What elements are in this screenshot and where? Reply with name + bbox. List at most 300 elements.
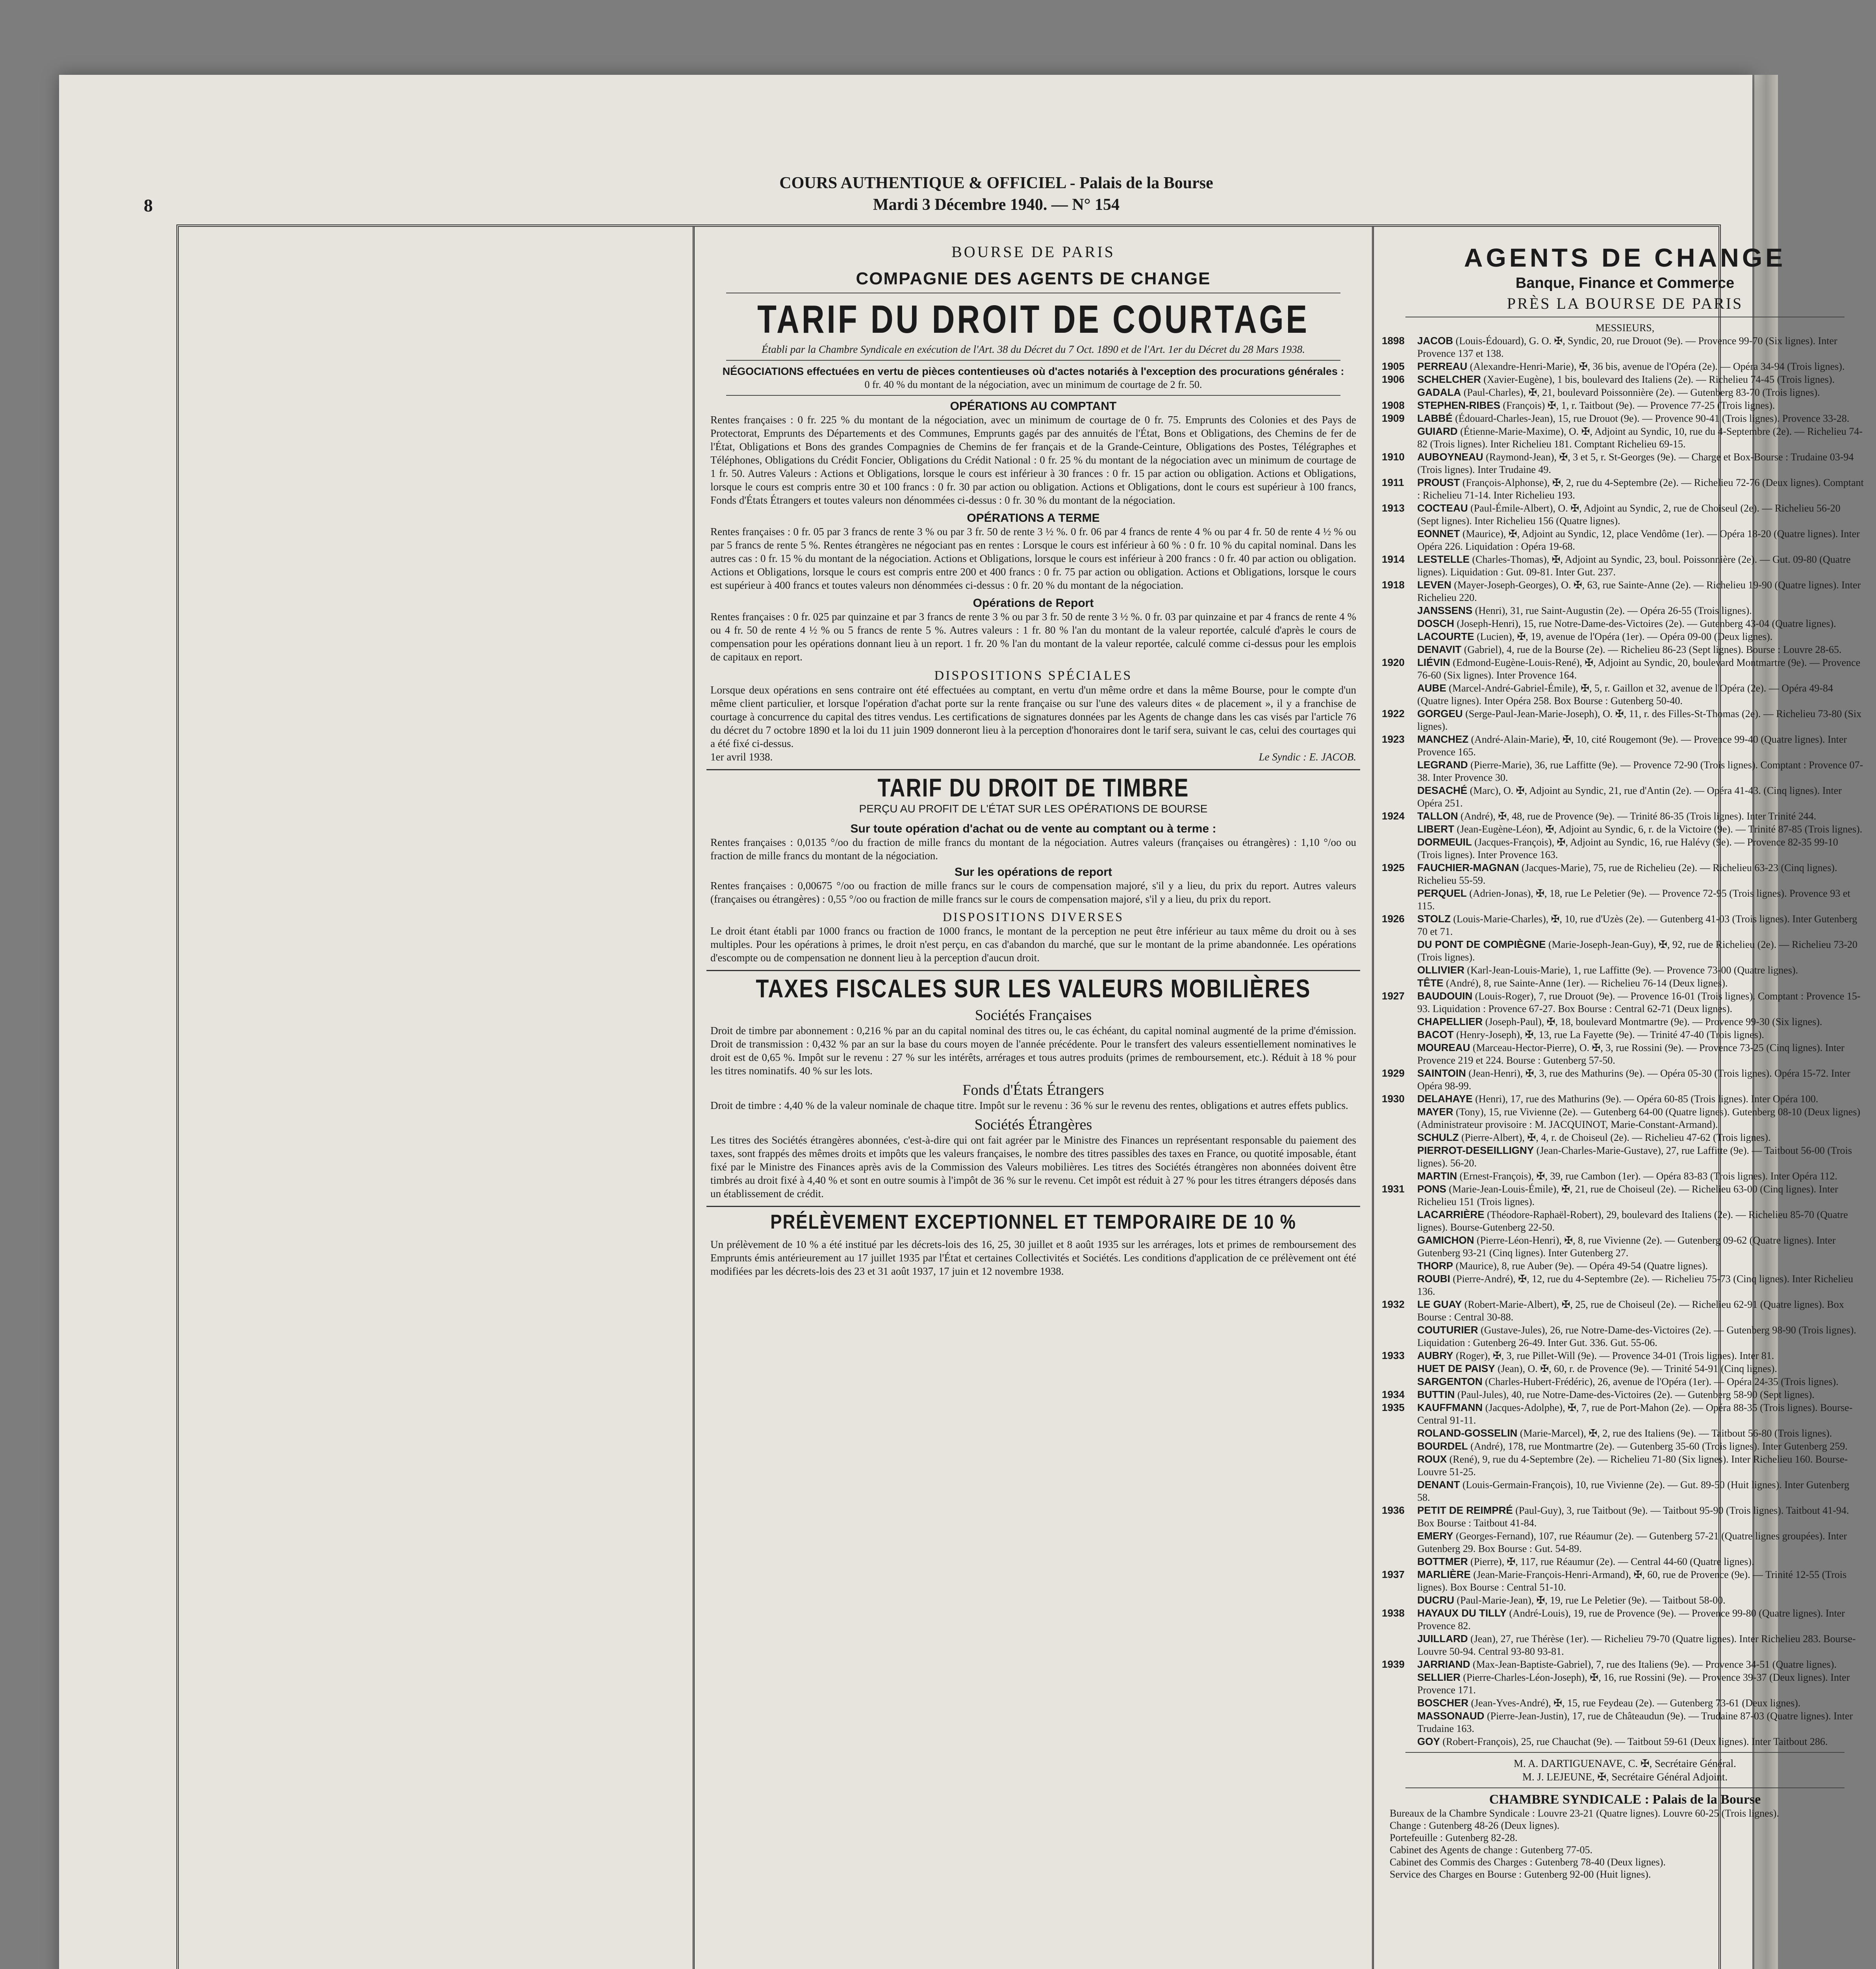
agent-details: (Alexandre-Henri-Marie), ✠, 36 bis, avenue de l'Opéra (2e). — Opéra 34-94 (Trois lignes). xyxy=(1470,361,1845,372)
agent-name: BOSCHER xyxy=(1417,1697,1469,1709)
fonds-text: Droit de timbre : 4,40 % de la valeur nominale de chaque titre. Impôt sur le revenu : 36 % sur le revenu des rentes, obligations et autres effets publics. xyxy=(710,1099,1348,1111)
agent-entry xyxy=(1382,1234,1864,1259)
tarif-courtage-subtitle: Établi par la Chambre Syndicale en exécution de l'Art. 38 du Décret du 7 Oct. 1890 et de l'Art. 1er du Décret du 28 Mars 1938. xyxy=(761,343,1305,355)
agent-name: HAYAUX DU TILLY xyxy=(1417,1607,1507,1619)
agent-year: 1926 xyxy=(1382,913,1405,925)
agent-name: TALLON xyxy=(1417,810,1458,822)
prelevement-title: PRÉLÈVEMENT EXCEPTIONNEL ET TEMPORAIRE DE 10 % xyxy=(770,1211,1296,1233)
prelevement-text: Un prélèvement de 10 % a été institué par les décrets-lois des 16, 25, 30 juillet et 8 août 1935 sur les arrérages, lots et primes de remboursement des Emprunts émis antérieurement au 17 juillet 1935 par l'État et certaines Collectivités et Sociétés. Les conditions d'application de ce prélèvement ont été modifiées par les décrets-lois des 23 et 31 août 1937, 17 juin et 12 novembre 1938. xyxy=(710,1239,1356,1277)
fonds-heading: Fonds d'États Étrangers xyxy=(962,1082,1104,1098)
agent-entry xyxy=(1382,360,1864,373)
agent-name: BACOT xyxy=(1417,1029,1454,1040)
agent-details: (Paul-Jules), 40, rue Notre-Dame-des-Victoires (2e). — Gutenberg 58-90 (Sept lignes). xyxy=(1457,1389,1815,1400)
agent-entry xyxy=(1382,836,1864,861)
agent-entry xyxy=(1382,1555,1864,1568)
agent-details: (Louis-Germain-François), 10, rue Vivienne (2e). — Gut. 89-50 (Huit lignes). Inter Gutenberg 58. xyxy=(1417,1479,1850,1503)
chambre-line: Service des Charges en Bourse : Gutenberg 92-00 (Huit lignes). xyxy=(1390,1869,1651,1880)
agent-list xyxy=(1374,334,1876,1748)
agent-details: (Joseph-Paul), ✠, 18, boulevard Montmartre (9e). — Provence 99-30 (Six lignes). xyxy=(1485,1016,1822,1027)
agent-entry xyxy=(1382,1092,1864,1105)
agent-name: ROUX xyxy=(1417,1453,1447,1465)
agent-name: PETIT DE REIMPRÉ xyxy=(1417,1504,1513,1516)
chambre-list xyxy=(1374,1807,1876,1880)
agent-entry xyxy=(1382,758,1864,784)
agent-details: (Maurice), ✠, Adjoint au Syndic, 12, place Vendôme (1er). — Opéra 18-20 (Quatre lignes). Inter Opéra 226. Liquidation : Opéra 19-68. xyxy=(1417,528,1860,552)
chambre-line: Bureaux de la Chambre Syndicale : Louvre 23-21 (Quatre lignes). Louvre 60-25 (Trois lignes). xyxy=(1390,1808,1779,1819)
agent-name: DENANT xyxy=(1417,1479,1460,1491)
agent-entry xyxy=(1382,604,1864,617)
agent-name: SAINTOIN xyxy=(1417,1067,1466,1079)
agent-year: 1933 xyxy=(1382,1350,1405,1361)
agent-details: (Adrien-Jonas), ✠, 18, rue Le Peletier (9e). — Provence 72-95 (Trois lignes). Provence 93 et 115. xyxy=(1417,888,1850,912)
agent-name: COUTURIER xyxy=(1417,1324,1478,1336)
agent-name: KAUFFMANN xyxy=(1417,1402,1483,1413)
agent-year: 1931 xyxy=(1382,1183,1405,1195)
agent-details: (François) ✠, 1, r. Taitbout (9e). — Provence 77-25 (Trois lignes). xyxy=(1503,400,1775,411)
agent-details: (André), ✠, 48, rue de Provence (9e). — Trinité 86-35 (Trois lignes). Inter Trinité 244. xyxy=(1461,810,1817,822)
agent-entry xyxy=(1382,1671,1864,1696)
agent-details: (Maurice), 8, rue Auber (9e). — Opéra 49-54 (Quatre lignes). xyxy=(1455,1260,1708,1272)
agent-name: MOUREAU xyxy=(1417,1042,1470,1053)
chambre-title: CHAMBRE SYNDICALE : Palais de la Bourse xyxy=(1489,1792,1761,1807)
agent-details: (Jean-Charles-Marie-Gustave), 27, rue Laffitte (9e). — Taitbout 56-00 (Trois lignes). 56-20. xyxy=(1417,1145,1852,1169)
agent-entry xyxy=(1382,1015,1864,1028)
dispositions-text: Lorsque deux opérations en sens contraire ont été effectuées au comptant, en vertu d'un même ordre et dans la même Bourse, pour le compte d'un même client particulier, et lorsque l'opération d'achat porte sur la rente française ou sur l'une des valeurs dites « de placement », il y a franchise de courtage à concurrence du capital des titres vendus. Les certifications de signatures données par les Agents de change dans les cas visés par l'article 76 du décret du 7 octobre 1890 et la loi du 11 juin 1909 donneront lieu à la perception d'honoraires dont le tarif sera, suivant le cas, celui des courtages qui a été fixé ci-dessus. xyxy=(710,684,1356,749)
agent-entry xyxy=(1382,1028,1864,1041)
agent-year: 1898 xyxy=(1382,335,1405,347)
terme-text: Rentes françaises : 0 fr. 05 par 3 francs de rente 3 % ou par 3 fr. 50 de rente 3 ½ %. 0 fr. 06 par 4 francs de rente 4 % ou par 4 fr. 50 de rente 4 ½ % ou par 5 francs de rente 5 %. Rentes étrangères ne négociant pas en rentes : Lorsque le cours est inférieur à 60 % : 0 fr. 10 % du capital nominal. Dans les autres cas : 0 fr. 15 % du montant de la négociation. Actions et Obligations, lorsque le cours est inférieur à 200 francs : 0 fr. 40 par action ou obligation. Actions et Obligations, lorsque le cours est compris entre 200 et 400 francs : 0 fr. 75 par action ou obligation. Actions et Obligations, lorsque le cours est supérieur à 400 francs et toutes valeurs non dénommées ci-dessus : 0 fr. 20 % du montant de la négociation. xyxy=(710,526,1356,591)
agent-details: (Paul-Charles), ✠, 21, boulevard Poissonnière (2e). — Gutenberg 83-70 (Trois lignes). xyxy=(1463,387,1820,398)
agent-details: (André), 178, rue Montmartre (2e). — Gutenberg 35-60 (Trois lignes). Inter Gutenberg 259. xyxy=(1470,1441,1848,1452)
agent-name: DORMEUIL xyxy=(1417,836,1472,848)
report-heading: Opérations de Report xyxy=(973,597,1094,610)
divider xyxy=(706,1206,1360,1207)
agent-year: 1927 xyxy=(1382,990,1405,1002)
negociations-text: 0 fr. 40 % du montant de la négociation, avec un minimum de courtage de 2 fr. 50. xyxy=(864,379,1202,390)
agent-entry xyxy=(1382,1427,1864,1440)
secretary-line: M. A. DARTIGUENAVE, C. ✠, Secrétaire Général. xyxy=(1514,1758,1736,1769)
agent-details: (Max-Jean-Baptiste-Gabriel), 7, rue des Italiens (9e). — Provence 34-51 (Quatre lignes). xyxy=(1472,1659,1837,1670)
agent-name: COCTEAU xyxy=(1417,502,1468,514)
agent-details: (Gabriel), 4, rue de la Bourse (2e). — Richelieu 86-23 (Sept lignes). Bourse : Louvre 28-65. xyxy=(1464,644,1842,655)
agent-entry xyxy=(1382,1208,1864,1234)
agent-entry xyxy=(1382,399,1864,412)
agent-entry xyxy=(1382,810,1864,823)
agent-name: MASSONAUD xyxy=(1417,1710,1485,1722)
agent-name: LEVEN xyxy=(1417,579,1451,591)
agent-entry xyxy=(1382,1183,1864,1208)
agent-details: (Jacques-Marie), 75, rue de Richelieu (2e). — Richelieu 63-23 (Cinq lignes). Richelieu 55-59. xyxy=(1417,862,1837,886)
agent-year: 1929 xyxy=(1382,1067,1405,1079)
agent-name: JACOB xyxy=(1417,335,1453,347)
agent-entry xyxy=(1382,630,1864,643)
agent-details: (Robert-François), 25, rue Chauchat (9e). — Taitbout 59-61 (Deux lignes). Inter Taitbout 286. xyxy=(1442,1736,1828,1747)
agent-name: PONS xyxy=(1417,1183,1446,1195)
agent-name: JARRIAND xyxy=(1417,1658,1470,1670)
agent-details: (Henri), 31, rue Saint-Augustin (2e). — Opéra 26-55 (Trois lignes). xyxy=(1475,605,1752,616)
agent-details: (Louis-Édouard), G. O. ✠, Syndic, 20, rue Drouot (9e). — Provence 99-70 (Six lignes). Inter Provence 137 et 138. xyxy=(1417,335,1837,359)
agent-details: (Xavier-Eugène), 1 bis, boulevard des Italiens (2e). — Richelieu 74-45 (Trois lignes). xyxy=(1483,374,1835,385)
agent-details: (Pierre-Jean-Justin), 17, rue de Châteaudun (9e). — Trudaine 87-03 (Quatre lignes). Inter Trudaine 163. xyxy=(1417,1710,1853,1734)
agent-entry xyxy=(1382,964,1864,977)
bourse-heading: BOURSE DE PARIS xyxy=(951,243,1115,261)
agent-details: (Gustave-Jules), 26, rue Notre-Dame-des-Victoires (2e). — Gutenberg 98-90 (Trois lignes). Liquidation : Gutenberg 26-49. Inter Gut. 336. Gut. 55-06. xyxy=(1417,1324,1856,1348)
agent-details: (Georges-Fernand), 107, rue Réaumur (2e). — Gutenberg 57-21 (Quatre lignes groupées). Inter Gutenberg 29. Box Bourse : Gut. 54-89. xyxy=(1417,1530,1847,1554)
agent-details: (Paul-Marie-Jean), ✠, 19, rue Le Peletier (9e). — Taitbout 58-00. xyxy=(1457,1594,1726,1606)
dispositions-signature: Le Syndic : E. JACOB. xyxy=(1259,751,1356,763)
agent-entry xyxy=(1382,373,1864,386)
agent-entry xyxy=(1382,1594,1864,1607)
agent-year: 1937 xyxy=(1382,1569,1405,1580)
taxes-title: TAXES FISCALES SUR LES VALEURS MOBILIÈRES xyxy=(756,975,1311,1003)
agent-entry xyxy=(1382,1530,1864,1555)
agent-entry xyxy=(1382,386,1864,399)
etrangeres-text: Les titres des Sociétés étrangères abonnées, c'est-à-dire qui ont fait agréer par le Ministre des Finances un représentant responsable du paiement des taxes, sont frappés des mêmes droits et impôts que les valeurs françaises, le nombre des titres passibles des taxes en France, ou quotité imposable, étant fixé par le Ministre des Finances après avis de la Commission des Valeurs mobilières. Les titres des Sociétés étrangères non abonnées doivent être timbrés au droit fixé à 4,40 % et sont en outre soumis à l'impôt de 36 % sur le revenu. Cet impôt est réduit à 27 % pour les titres étrangers déposés dans un établissement de crédit. xyxy=(710,1134,1356,1200)
agent-details: (Pierre-Marie), 36, rue Laffitte (9e). — Provence 72-90 (Trois lignes). Comptant : Provence 07-38. Inter Provence 30. xyxy=(1417,759,1863,783)
timbre-heading: Sur toute opération d'achat ou de vente au comptant ou à terme : xyxy=(850,822,1216,835)
agent-details: (René), 9, rue du 4-Septembre (2e). — Richelieu 71-80 (Six lignes). Inter Richelieu 160. Bourse-Louvre 51-25. xyxy=(1417,1454,1848,1478)
agent-name: EMERY xyxy=(1417,1530,1453,1542)
agents-subtitle-2: PRÈS LA BOURSE DE PARIS xyxy=(1507,295,1743,312)
agent-name: TÊTE xyxy=(1417,977,1444,989)
agent-name: GAMICHON xyxy=(1417,1234,1474,1246)
agent-name: STOLZ xyxy=(1417,913,1451,925)
agent-details: (Ernest-François), ✠, 39, rue Cambon (1er). — Opéra 83-83 (Trois lignes). Inter Opéra 112. xyxy=(1459,1170,1837,1182)
dispositions-heading: DISPOSITIONS SPÉCIALES xyxy=(934,668,1133,683)
agent-name: BUTTIN xyxy=(1417,1389,1455,1400)
agent-entry xyxy=(1382,912,1864,938)
diverses-heading: DISPOSITIONS DIVERSES xyxy=(942,910,1124,924)
agent-name: MARTIN xyxy=(1417,1170,1457,1182)
agent-year: 1911 xyxy=(1382,476,1404,488)
chambre-line: Portefeuille : Gutenberg 82-28. xyxy=(1390,1832,1518,1843)
agent-entry xyxy=(1382,1632,1864,1658)
agent-details: (Jacques-Adolphe), ✠, 7, rue de Port-Mahon (2e). — Opéra 88-35 (Trois lignes). Bourse-Central 91-11. xyxy=(1417,1402,1853,1426)
divider xyxy=(1405,1787,1844,1788)
francaises-text: Droit de timbre par abonnement : 0,216 % par an du capital nominal des titres ou, le cas échéant, du capital nominal augmenté de la prime d'émission. Droit de transmission : 0,432 % par an sur la base du cours moyen de l'année précédente. Pour le transfert des valeurs essentiellement nominatives le droit est de 0,65 %. Impôt sur le revenu : 27 % sur les intérêts, arrérages et tous autres produits (primes de remboursement, etc.). Réduit à 18 % pour les titres nominatifs. 40 % sur les lots. xyxy=(710,1025,1356,1077)
agent-name: AUBOYNEAU xyxy=(1417,451,1483,463)
agent-details: (Pierre), ✠, 117, rue Réaumur (2e). — Central 44-60 (Quatre lignes). xyxy=(1470,1556,1754,1567)
agent-name: LACOURTE xyxy=(1417,630,1474,642)
agent-name: PERREAU xyxy=(1417,360,1468,372)
agent-entry xyxy=(1382,1568,1864,1594)
negociations-heading: NÉGOCIATIONS effectuées en vertu de pièces contentieuses où d'actes notariés à l'exception des procurations générales : xyxy=(722,365,1344,377)
tarif-courtage-title: TARIF DU DROIT DE COURTAGE xyxy=(757,297,1309,341)
agent-name: SARGENTON xyxy=(1417,1376,1483,1387)
agent-details: (Jean), O. ✠, 60, r. de Provence (9e). — Trinité 54-91 (Cinq lignes). xyxy=(1497,1363,1777,1374)
agent-entry xyxy=(1382,425,1864,451)
agent-entry xyxy=(1382,1170,1864,1183)
agent-name: PERQUEL xyxy=(1417,887,1467,899)
agent-name: ROLAND-GOSSELIN xyxy=(1417,1427,1518,1439)
agent-name: GADALA xyxy=(1417,386,1461,398)
agent-entry xyxy=(1382,1324,1864,1349)
agent-entry xyxy=(1382,887,1864,912)
agent-entry xyxy=(1382,1478,1864,1504)
masthead xyxy=(630,172,1363,216)
agent-details: (Raymond-Jean), ✠, 3 et 5, r. St-Georges (9e). — Charge et Box-Bourse : Trudaine 03-94 (Trois lignes). Inter Trudaine 49. xyxy=(1417,451,1854,475)
agent-entry xyxy=(1382,527,1864,553)
agent-name: LABBÉ xyxy=(1417,412,1453,424)
agent-details: (Pierre-André), ✠, 12, rue du 4-Septembre (2e). — Richelieu 75-73 (Cinq lignes). Inter Richelieu 136. xyxy=(1417,1273,1853,1297)
agent-entry xyxy=(1382,784,1864,810)
agent-entry xyxy=(1382,1144,1864,1170)
agent-entry xyxy=(1382,502,1864,527)
left-column xyxy=(179,227,695,1969)
agent-entry xyxy=(1382,1105,1864,1131)
agent-name: PROUST xyxy=(1417,476,1460,488)
agent-details: (André-Alain-Marie), ✠, 10, cité Rougemont (9e). — Provence 99-40 (Quatre lignes). Inter Provence 165. xyxy=(1417,734,1847,758)
agent-year: 1910 xyxy=(1382,451,1405,463)
middle-column xyxy=(695,227,1374,1969)
agent-entry xyxy=(1382,1709,1864,1735)
agent-name: SCHELCHER xyxy=(1417,373,1481,385)
agent-name: MANCHEZ xyxy=(1417,733,1468,745)
agent-entry xyxy=(1382,682,1864,707)
agent-details: (Mayer-Joseph-Georges), O. ✠, 63, rue Sainte-Anne (2e). — Richelieu 19-90 (Quatre lignes). Inter Richelieu 220. xyxy=(1417,579,1861,603)
etrangeres-heading: Sociétés Étrangères xyxy=(974,1116,1092,1133)
masthead-date: Mardi 3 Décembre 1940. — N° 154 xyxy=(873,196,1120,214)
agent-name: JUILLARD xyxy=(1417,1633,1468,1645)
agent-name: JANSSENS xyxy=(1417,604,1473,616)
agent-name: DOSCH xyxy=(1417,617,1454,629)
agent-name: MARLIÈRE xyxy=(1417,1569,1471,1580)
agent-name: STEPHEN-RIBES xyxy=(1417,399,1500,411)
agent-year: 1924 xyxy=(1382,810,1405,822)
secretary-list xyxy=(1374,1757,1876,1784)
agent-details: (François-Alphonse), ✠, 2, rue du 4-Septembre (2e). — Richelieu 72-76 (Deux lignes). Comptant : Richelieu 71-14. Inter Richelieu 193. xyxy=(1417,477,1864,501)
agent-details: (Joseph-Henri), 15, rue Notre-Dame-des-Victoires (2e). — Gutenberg 43-04 (Quatre lignes). xyxy=(1457,618,1836,629)
terme-heading: OPÉRATIONS A TERME xyxy=(967,512,1100,525)
dispositions-signoff xyxy=(695,750,1372,764)
agent-entry xyxy=(1382,707,1864,733)
agent-name: GORGEU xyxy=(1417,708,1463,719)
agent-year: 1914 xyxy=(1382,553,1405,565)
agent-year: 1923 xyxy=(1382,733,1405,745)
agent-entry xyxy=(1382,412,1864,425)
masthead-title: COURS AUTHENTIQUE & OFFICIEL - Palais de la Bourse xyxy=(779,174,1213,192)
agent-details: (André), 8, rue Sainte-Anne (1er). — Richelieu 76-14 (Deux lignes). xyxy=(1446,977,1728,989)
agent-entry xyxy=(1382,1259,1864,1272)
agent-details: (Marcel-André-Gabriel-Émile), ✠, 5, r. Gaillon et 32, avenue de l'Opéra (2e). — Opéra 49-84 (Quatre lignes). Inter Opéra 258. Box Bourse : Gutenberg 50-40. xyxy=(1417,682,1833,706)
agent-details: (Henry-Joseph), ✠, 13, rue La Fayette (9e). — Trinité 47-40 (Trois lignes). xyxy=(1456,1029,1764,1040)
agent-name: SELLIER xyxy=(1417,1671,1461,1683)
divider xyxy=(726,360,1340,361)
timbre-text: Rentes françaises : 0,0135 °/oo du fraction de mille francs du montant de la négociation. Autres valeurs (françaises ou étrangères) : 1,10 °/oo ou fraction de mille francs du montant de la négociation. xyxy=(710,836,1356,862)
agent-entry xyxy=(1382,334,1864,360)
chambre-line: Change : Gutenberg 48-26 (Deux lignes). xyxy=(1390,1820,1560,1831)
francaises-heading: Sociétés Françaises xyxy=(975,1007,1092,1023)
agent-name: DENAVIT xyxy=(1417,643,1462,655)
agent-details: (Marie-Jean-Louis-Émile), ✠, 21, rue de Choiseul (2e). — Richelieu 63-00 (Cinq lignes). Inter Richelieu 151 (Trois lignes). xyxy=(1417,1183,1838,1207)
agent-details: (Roger), ✠, 3, rue Pillet-Will (9e). — Provence 34-01 (Trois lignes). Inter 81. xyxy=(1455,1350,1774,1361)
agent-year: 1908 xyxy=(1382,399,1405,411)
agent-year: 1922 xyxy=(1382,708,1405,719)
agent-entry xyxy=(1382,1272,1864,1298)
agent-details: (Edmond-Eugène-Louis-René), ✠, Adjoint au Syndic, 20, boulevard Montmartre (9e). — Provence 76-60 (Six lignes). Inter Provence 164. xyxy=(1417,657,1861,681)
messieurs-label: MESSIEURS, xyxy=(1595,322,1655,334)
agent-name: SCHULZ xyxy=(1417,1131,1459,1143)
agent-year: 1930 xyxy=(1382,1093,1405,1105)
agent-entry xyxy=(1382,733,1864,758)
agent-entry xyxy=(1382,656,1864,682)
agent-year: 1906 xyxy=(1382,373,1405,385)
agent-entry xyxy=(1382,861,1864,887)
agent-name: LIBERT xyxy=(1417,823,1454,835)
agent-year: 1939 xyxy=(1382,1658,1405,1670)
chambre-line: Cabinet des Commis des Charges : Gutenberg 78-40 (Deux lignes). xyxy=(1390,1856,1666,1868)
agent-details: (Serge-Paul-Jean-Marie-Joseph), O. ✠, 11, r. des Filles-St-Thomas (2e). — Richelieu 73-80 (Six lignes). xyxy=(1417,708,1862,732)
agent-details: (Étienne-Marie-Maxime), O. ✠, Adjoint au Syndic, 10, rue du 4-Septembre (2e). — Richelieu 74-82 (Trois lignes). Inter Richelieu 181. Comptant Richelieu 69-15. xyxy=(1417,426,1863,450)
agent-year: 1920 xyxy=(1382,656,1405,668)
agent-entry xyxy=(1382,1131,1864,1144)
agents-subtitle: Banque, Finance et Commerce xyxy=(1515,275,1735,291)
agent-details: (Louis-Roger), 7, rue Drouot (9e). — Provence 16-01 (Trois lignes). Comptant : Provence 15-93. Liquidation : Provence 67-27. Box Bourse : Central 62-71 (Deux lignes). xyxy=(1417,990,1861,1014)
agent-entry xyxy=(1382,1696,1864,1709)
agent-entry xyxy=(1382,1658,1864,1671)
comptant-heading: OPÉRATIONS AU COMPTANT xyxy=(950,400,1117,413)
agent-name: DELAHAYE xyxy=(1417,1093,1473,1105)
comptant-text: Rentes françaises : 0 fr. 225 % du montant de la négociation, avec un minimum de courtage de 0 fr. 75. Emprunts des Colonies et des Pays de Protectorat, Emprunts des Départements et des Communes, Emprunts gagés par des annuités de l'État, Bons et Obligations, des Chemins de fer de l'État, Obligations et Bons des grandes Compagnies de Chemins de fer français et de la Grande-Ceinture, Obligations des Postes, Télégraphes et Téléphones, Obligations du Crédit Foncier, Obligations du Crédit National : 0 fr. 25 % du montant de la négociation avec un minimum de courtage de 1 fr. 50. Autres Valeurs : Actions et Obligations, lorsque le cours est inférieur à 30 frances : 0 fr. 15 par action ou obligation. Actions et Obligations, lorsque le cours est compris entre 30 et 100 francs : 0 fr. 30 par action ou obligation. Actions et Obligations, dont le cours est supérieur à 100 francs, Fonds d'États Étrangers et toutes valeurs non dénommées ci-dessus : 0 fr. 30 % du montant de la négociation. xyxy=(710,414,1356,506)
timbre-report-text: Rentes françaises : 0,00675 °/oo ou fraction de mille francs sur le cours de compensation majoré, s'il y a lieu, du prix du report. Autres valeurs (françaises ou étrangères) : 0,55 °/oo ou fraction de mille francs sur le cours de compensation majoré, s'il y a lieu, du prix du report. xyxy=(710,880,1356,905)
agent-entry xyxy=(1382,578,1864,604)
agent-name: THORP xyxy=(1417,1260,1453,1272)
agent-name: LACARRIÈRE xyxy=(1417,1209,1485,1220)
agent-name: PIERROT-DESEILLIGNY xyxy=(1417,1144,1534,1156)
agent-entry xyxy=(1382,1375,1864,1388)
agent-entry xyxy=(1382,617,1864,630)
agent-details: (Théodore-Raphaël-Robert), 29, boulevard des Italiens (2e). — Richelieu 85-70 (Quatre lignes). Bourse-Gutenberg 22-50. xyxy=(1417,1209,1848,1233)
agent-details: (Henri), 17, rue des Mathurins (9e). — Opéra 60-85 (Trois lignes). Inter Opéra 100. xyxy=(1475,1093,1819,1105)
timbre-subtitle: PERÇU AU PROFIT DE L'ÉTAT SUR LES OPÉRATIONS DE BOURSE xyxy=(859,803,1208,815)
agent-entry xyxy=(1382,1298,1864,1324)
agent-year: 1936 xyxy=(1382,1504,1405,1516)
agent-year: 1918 xyxy=(1382,579,1405,591)
agent-entry xyxy=(1382,1440,1864,1453)
agent-name: BAUDOUIN xyxy=(1417,990,1473,1002)
agent-entry xyxy=(1382,1388,1864,1401)
agent-entry xyxy=(1382,1607,1864,1632)
agent-details: (Jean-Yves-André), ✠, 15, rue Feydeau (2e). — Gutenberg 73-61 (Deux lignes). xyxy=(1471,1697,1801,1709)
agent-name: LEGRAND xyxy=(1417,759,1468,771)
agent-entry xyxy=(1382,643,1864,656)
agent-details: (Marceau-Hector-Pierre), O. ✠, 3, rue Rossini (9e). — Provence 73-25 (Cinq lignes). Inter Provence 219 et 224. Bourse : Gutenberg 57-50. xyxy=(1417,1042,1844,1066)
agent-year: 1935 xyxy=(1382,1402,1405,1413)
agent-details: (Jean-Henri), ✠, 3, rue des Mathurins (9e). — Opéra 05-30 (Trois lignes). Opéra 15-72. Inter Opéra 98-99. xyxy=(1417,1068,1850,1092)
agent-details: (Édouard-Charles-Jean), 15, rue Drouot (9e). — Provence 90-41 (Trois lignes). Provence 33-28. xyxy=(1455,413,1850,424)
agent-name: AUBE xyxy=(1417,682,1446,694)
agent-name: AUBRY xyxy=(1417,1350,1453,1361)
agent-details: (Pierre-Albert), ✠, 4, r. de Choiseul (2e). — Richelieu 47-62 (Trois lignes). xyxy=(1461,1132,1771,1143)
dispositions-date: 1er avril 1938. xyxy=(710,751,773,763)
agent-entry xyxy=(1382,451,1864,476)
agent-details: (Tony), 15, rue Vivienne (2e). — Gutenberg 64-00 (Quatre lignes). Gutenberg 08-10 (Deux lignes) (Administrateur provisoire : M. JACQUINOT, Marie-Constant-Armand). xyxy=(1417,1106,1860,1130)
report-text: Rentes françaises : 0 fr. 025 par quinzaine et par 3 francs de rente 3 % ou par 3 fr. 50 de rente 3 ½ %. 0 fr. 03 par quinzaine et par 4 francs de rente 4 % ou 4 fr. 50 de rente 4 ½ % ou 5 francs de rente 5 %. Autres valeurs : 1 fr. 80 % l'an du montant de la valeur reportée, calculé d'après le cours de compensation pour les opérations donnant lieu à un report. 1 fr. 20 % l'an du montant de la valeur reportée, calculé comme ci-dessus pour les emplois de capitaux en report. xyxy=(710,611,1356,663)
chambre-line: Cabinet des Agents de change : Gutenberg 77-05. xyxy=(1390,1844,1593,1856)
agent-name: BOURDEL xyxy=(1417,1440,1468,1452)
agent-details: (Marie-Joseph-Jean-Guy), ✠, 92, rue de Richelieu (2e). — Richelieu 73-20 (Trois lignes). xyxy=(1417,939,1857,963)
timbre-report-heading: Sur les opérations de report xyxy=(954,866,1112,879)
agent-entry xyxy=(1382,823,1864,836)
agent-name: EONNET xyxy=(1417,528,1460,540)
right-column xyxy=(1374,227,1876,1969)
agent-details: (Jean-Eugène-Léon), ✠, Adjoint au Syndic, 6, r. de la Victoire (9e). — Trinité 87-85 (Trois lignes). xyxy=(1457,823,1863,835)
agent-details: (André-Louis), 19, rue de Provence (9e). — Provence 99-80 (Quatre lignes). Inter Provence 82. xyxy=(1417,1607,1845,1632)
agent-name: CHAPELLIER xyxy=(1417,1016,1483,1027)
agent-year: 1909 xyxy=(1382,412,1405,424)
agent-name: OLLIVIER xyxy=(1417,964,1464,976)
agent-entry xyxy=(1382,1735,1864,1748)
agent-entry xyxy=(1382,1504,1864,1530)
agent-entry xyxy=(1382,1041,1864,1067)
agent-year: 1913 xyxy=(1382,502,1405,514)
agent-details: (Lucien), ✠, 19, avenue de l'Opéra (1er). — Opéra 09-00 (Deux lignes). xyxy=(1476,631,1773,642)
divider xyxy=(706,769,1360,770)
agent-details: (Louis-Marie-Charles), ✠, 10, rue d'Uzès (2e). — Gutenberg 41-03 (Trois lignes). Inter Gutenberg 70 et 71. xyxy=(1417,913,1857,937)
agent-year: 1934 xyxy=(1382,1389,1405,1400)
divider xyxy=(706,970,1360,971)
agent-name: DESACHÉ xyxy=(1417,784,1468,796)
agent-year: 1932 xyxy=(1382,1298,1405,1310)
agent-name: LE GUAY xyxy=(1417,1298,1462,1310)
divider xyxy=(1405,1752,1844,1753)
agent-entry xyxy=(1382,1349,1864,1362)
agent-name: DUCRU xyxy=(1417,1594,1454,1606)
agent-year: 1938 xyxy=(1382,1607,1405,1619)
agent-details: (Marc), O. ✠, Adjoint au Syndic, 21, rue d'Antin (2e). — Opéra 41-43. (Cinq lignes). Inter Opéra 251. xyxy=(1417,785,1842,809)
agent-entry xyxy=(1382,1067,1864,1092)
compagnie-heading: COMPAGNIE DES AGENTS DE CHANGE xyxy=(856,269,1211,288)
agent-year: 1905 xyxy=(1382,360,1405,372)
agent-details: (Marie-Marcel), ✠, 2, rue des Italiens (9e). — Taitbout 56-80 (Trois lignes). xyxy=(1520,1428,1832,1439)
agents-title: AGENTS DE CHANGE xyxy=(1464,243,1786,272)
agent-details: (Paul-Guy), 3, rue Taitbout (9e). — Taitbout 95-90 (Trois lignes). Taitbout 41-94. Box Bourse : Taitbout 41-84. xyxy=(1417,1505,1849,1529)
content-frame xyxy=(176,224,1864,1969)
agent-details: (Charles-Hubert-Frédéric), 26, avenue de l'Opéra (1er). — Opéra 24-35 (Trois lignes). xyxy=(1485,1376,1839,1387)
agent-name: BOTTMER xyxy=(1417,1556,1468,1567)
agent-details: (Pierre-Léon-Henri), ✠, 8, rue Vivienne (2e). — Gutenberg 09-62 (Quatre lignes). Inter Gutenberg 93-21 (Cinq lignes). Inter Gutenberg 27. xyxy=(1417,1235,1836,1259)
agent-details: (Jean-Marie-François-Henri-Armand), ✠, 60, rue de Provence (9e). — Trinité 12-55 (Trois lignes). Box Bourse : Central 51-10. xyxy=(1417,1569,1847,1593)
secretary-line: M. J. LEJEUNE, ✠, Secrétaire Général Adjoint. xyxy=(1522,1771,1728,1783)
agent-details: (Jean), 27, rue Thérèse (1er). — Richelieu 79-70 (Quatre lignes). Inter Richelieu 283. Bourse-Louvre 50-94. Central 93-80 93-81. xyxy=(1417,1633,1856,1657)
agent-name: HUET DE PAISY xyxy=(1417,1363,1495,1374)
agent-name: LIÉVIN xyxy=(1417,656,1450,668)
agent-details: (Pierre-Charles-Léon-Joseph), ✠, 16, rue Rossini (9e). — Provence 39-37 (Deux lignes). Inter Provence 171. xyxy=(1417,1672,1850,1696)
agent-entry xyxy=(1382,977,1864,990)
agent-entry xyxy=(1382,1362,1864,1375)
agent-name: FAUCHIER-MAGNAN xyxy=(1417,862,1519,873)
diverses-text: Le droit étant établi par 1000 francs ou fraction de 1000 francs, le montant de la perception ne peut être inférieur au taux même du droit ou à ses multiples. Pour les opérations à primes, le droit n'est perçu, en cas d'abandon du marché, que sur le montant de la prime abandonnée. Les opérations d'escompte ou de compensation ne donnent lieu à la perception d'aucun droit. xyxy=(710,925,1356,964)
agent-year: 1925 xyxy=(1382,862,1405,873)
agent-entry xyxy=(1382,938,1864,964)
agent-details: (Karl-Jean-Louis-Marie), 1, rue Laffitte (9e). — Provence 73-00 (Quatre lignes). xyxy=(1467,964,1798,976)
agent-name: DU PONT DE COMPIÈGNE xyxy=(1417,938,1546,950)
agent-name: GOY xyxy=(1417,1735,1440,1747)
agent-name: ROUBI xyxy=(1417,1273,1450,1285)
agent-entry xyxy=(1382,990,1864,1015)
agent-details: (Paul-Émile-Albert), O. ✠, Adjoint au Syndic, 2, rue de Choiseul (2e). — Richelieu 56-20 (Sept lignes). Inter Richelieu 156 (Quatre lignes). xyxy=(1417,502,1841,527)
agent-details: (Robert-Marie-Albert), ✠, 25, rue de Choiseul (2e). — Richelieu 62-91 (Quatre lignes). Box Bourse : Central 30-88. xyxy=(1417,1299,1844,1323)
agent-entry xyxy=(1382,476,1864,502)
timbre-title: TARIF DU DROIT DE TIMBRE xyxy=(877,774,1189,802)
agent-entry xyxy=(1382,1401,1864,1427)
agent-details: (Jacques-François), ✠, Adjoint au Syndic, 16, rue Halévy (9e). — Provence 82-35 99-10 (Trois lignes). Inter Provence 163. xyxy=(1417,836,1838,860)
agent-name: LESTELLE xyxy=(1417,553,1470,565)
agent-name: MAYER xyxy=(1417,1106,1453,1118)
agent-name: GUIARD xyxy=(1417,425,1458,437)
agent-entry xyxy=(1382,1453,1864,1478)
agent-details: (Charles-Thomas), ✠, Adjoint au Syndic, 23, boul. Poissonnière (2e). — Gut. 09-80 (Quatre lignes). Liquidation : Gut. 09-81. Inter Gut. 237. xyxy=(1417,554,1851,578)
